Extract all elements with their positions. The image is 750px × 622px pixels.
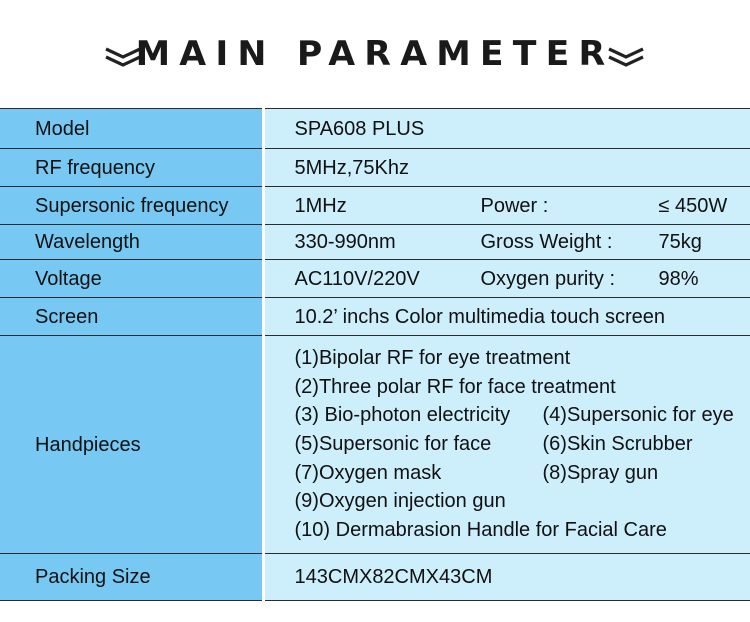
- table-row: [0, 109, 750, 149]
- row-label: Handpieces: [0, 336, 263, 554]
- list-item: (3) Bio-photon electricity: [294, 404, 511, 427]
- row-value-group: [263, 187, 750, 225]
- header: [0, 0, 750, 108]
- extra-value: 98%: [658, 267, 699, 290]
- page-title: MAIN PARAMETER: [135, 34, 615, 74]
- row-label: Wavelength: [0, 225, 263, 260]
- row-label: RF frequency: [0, 149, 263, 187]
- table-row: [0, 260, 750, 298]
- list-item: (5)Supersonic for face: [294, 433, 492, 456]
- table-row: [0, 187, 750, 225]
- table-row: [0, 149, 750, 187]
- extra-label: Power :: [480, 194, 549, 217]
- list-item: (6)Skin Scrubber: [542, 433, 693, 456]
- parameter-table: [0, 108, 750, 601]
- list-item: (8)Spray gun: [542, 461, 659, 484]
- table-row: [0, 336, 750, 554]
- list-item: (2)Three polar RF for face treatment: [294, 375, 616, 398]
- row-value: 10.2’ inchs Color multimedia touch screen: [263, 298, 750, 336]
- list-item: (10) Dermabrasion Handle for Facial Care: [294, 518, 667, 541]
- row-label: Screen: [0, 298, 263, 336]
- row-label: Model: [0, 109, 263, 149]
- list-item: (4)Supersonic for eye: [542, 404, 734, 427]
- extra-value: ≤ 450W: [658, 194, 728, 217]
- row-value-group: [263, 225, 750, 260]
- handpieces-list: [263, 336, 750, 554]
- row-label: Supersonic frequency: [0, 187, 263, 225]
- table-row: [0, 298, 750, 336]
- extra-label: Gross Weight :: [480, 231, 613, 253]
- table-row: [0, 554, 750, 601]
- row-value: 330-990nm: [294, 231, 396, 253]
- row-value: 5MHz,75Khz: [263, 149, 750, 187]
- row-value-group: [263, 260, 750, 298]
- table-row: [0, 225, 750, 260]
- extra-label: Oxygen purity :: [480, 267, 616, 290]
- row-value: 1MHz: [294, 194, 347, 217]
- list-item: (1)Bipolar RF for eye treatment: [294, 347, 571, 370]
- double-chevron-down-icon: [606, 46, 646, 68]
- list-item: (9)Oxygen injection gun: [294, 490, 506, 513]
- row-label: Voltage: [0, 260, 263, 298]
- list-item: (7)Oxygen mask: [294, 461, 442, 484]
- row-value: 143CMX82CMX43CM: [263, 554, 750, 601]
- row-label: Packing Size: [0, 554, 263, 601]
- extra-value: 75kg: [658, 231, 702, 253]
- row-value: AC110V/220V: [294, 267, 420, 290]
- row-value: SPA608 PLUS: [263, 109, 750, 149]
